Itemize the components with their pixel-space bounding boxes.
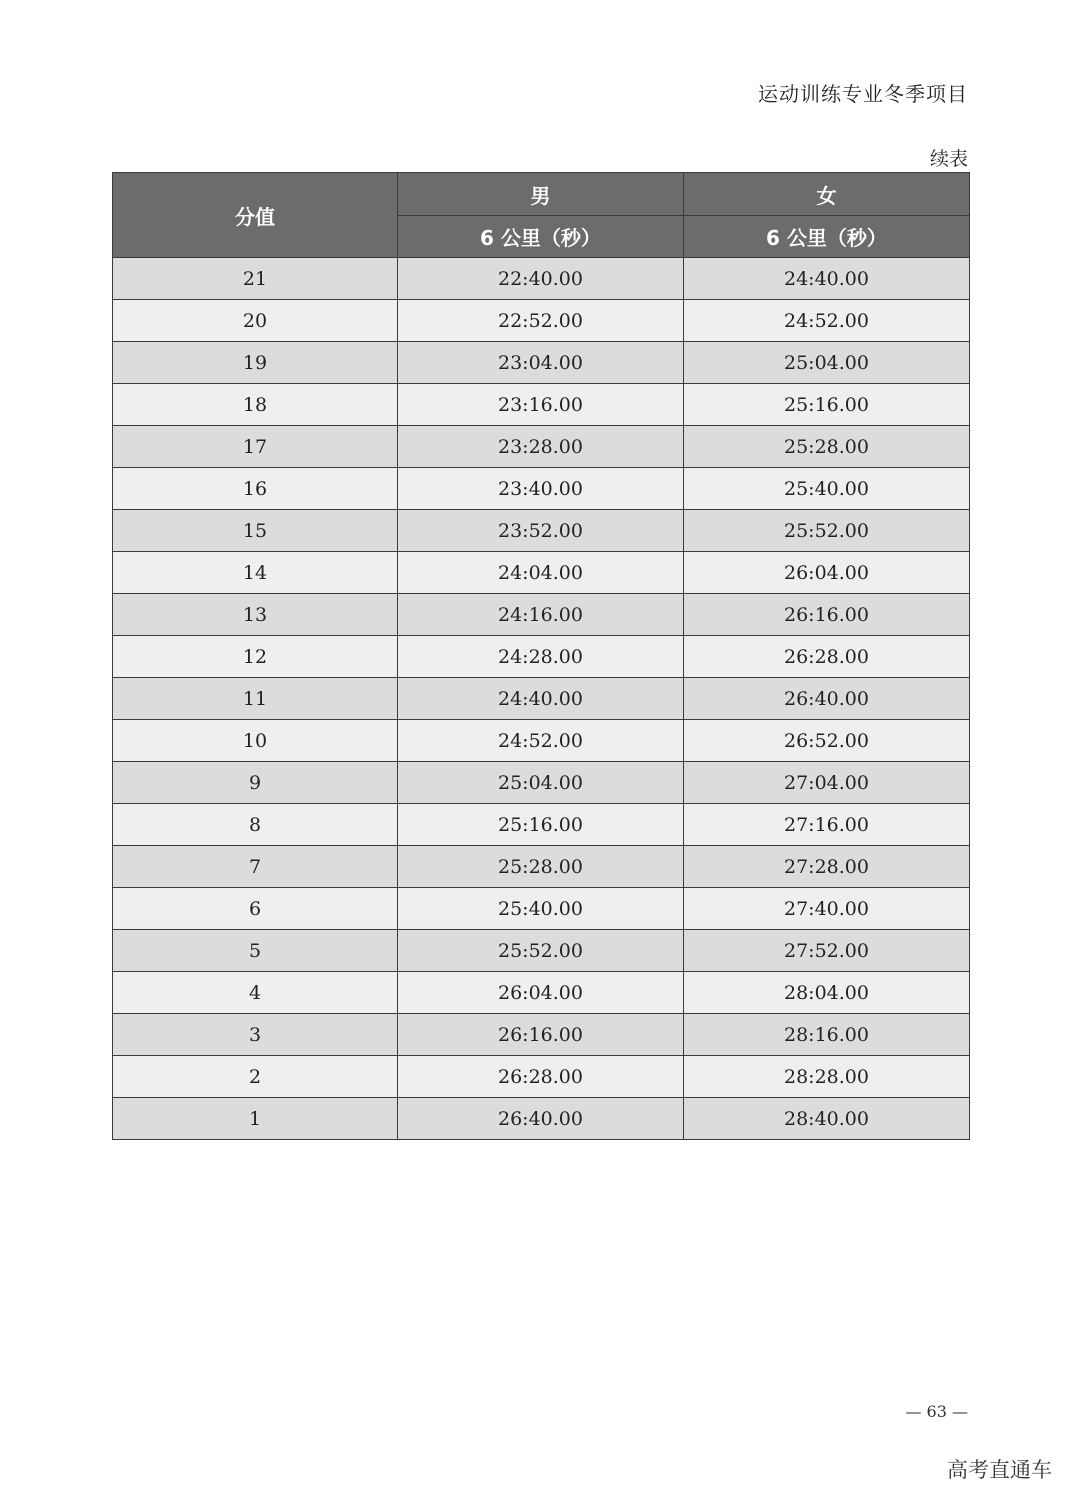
score-cell: 11 <box>113 678 398 720</box>
table-row <box>113 636 970 678</box>
female-time-cell: 28:28.00 <box>684 1056 970 1098</box>
table-row <box>113 552 970 594</box>
table-row <box>113 846 970 888</box>
female-time-cell: 25:40.00 <box>684 468 970 510</box>
male-time-cell: 25:28.00 <box>398 846 684 888</box>
male-time-cell: 23:16.00 <box>398 384 684 426</box>
male-time-cell: 24:16.00 <box>398 594 684 636</box>
male-time-cell: 24:52.00 <box>398 720 684 762</box>
male-time-cell: 23:40.00 <box>398 468 684 510</box>
score-cell: 15 <box>113 510 398 552</box>
male-time-cell: 23:04.00 <box>398 342 684 384</box>
watermark: 高考直通车 <box>947 1458 1052 1482</box>
score-cell: 12 <box>113 636 398 678</box>
female-time-cell: 26:16.00 <box>684 594 970 636</box>
female-time-cell: 26:52.00 <box>684 720 970 762</box>
female-time-cell: 27:16.00 <box>684 804 970 846</box>
female-time-cell: 27:28.00 <box>684 846 970 888</box>
male-time-cell: 23:52.00 <box>398 510 684 552</box>
female-time-cell: 25:52.00 <box>684 510 970 552</box>
female-time-cell: 27:52.00 <box>684 930 970 972</box>
score-cell: 2 <box>113 1056 398 1098</box>
score-cell: 19 <box>113 342 398 384</box>
table-row <box>113 594 970 636</box>
table-row <box>113 510 970 552</box>
female-time-cell: 26:04.00 <box>684 552 970 594</box>
score-cell: 3 <box>113 1014 398 1056</box>
female-time-cell: 28:40.00 <box>684 1098 970 1140</box>
score-cell: 9 <box>113 762 398 804</box>
male-time-cell: 26:16.00 <box>398 1014 684 1056</box>
score-cell: 6 <box>113 888 398 930</box>
table-row <box>113 426 970 468</box>
female-time-cell: 24:40.00 <box>684 258 970 300</box>
table-row <box>113 384 970 426</box>
male-time-cell: 24:28.00 <box>398 636 684 678</box>
page-number: — 63 — <box>905 1402 968 1421</box>
table-row <box>113 762 970 804</box>
table-row <box>113 930 970 972</box>
score-cell: 17 <box>113 426 398 468</box>
male-time-cell: 25:16.00 <box>398 804 684 846</box>
male-time-cell: 25:52.00 <box>398 930 684 972</box>
female-time-cell: 26:28.00 <box>684 636 970 678</box>
score-cell: 8 <box>113 804 398 846</box>
female-time-cell: 25:04.00 <box>684 342 970 384</box>
score-cell: 20 <box>113 300 398 342</box>
male-time-cell: 25:04.00 <box>398 762 684 804</box>
female-time-cell: 27:40.00 <box>684 888 970 930</box>
female-time-cell: 28:16.00 <box>684 1014 970 1056</box>
female-column-header: 女 <box>684 173 970 216</box>
female-time-cell: 25:16.00 <box>684 384 970 426</box>
score-cell: 18 <box>113 384 398 426</box>
female-time-cell: 28:04.00 <box>684 972 970 1014</box>
male-time-cell: 24:40.00 <box>398 678 684 720</box>
table-row <box>113 258 970 300</box>
table-row <box>113 972 970 1014</box>
running-header: 运动训练专业冬季项目 <box>758 82 968 106</box>
table-row <box>113 678 970 720</box>
male-time-cell: 25:40.00 <box>398 888 684 930</box>
table-row <box>113 1014 970 1056</box>
score-cell: 13 <box>113 594 398 636</box>
male-time-cell: 26:04.00 <box>398 972 684 1014</box>
male-time-cell: 22:52.00 <box>398 300 684 342</box>
table-row <box>113 1098 970 1140</box>
score-cell: 7 <box>113 846 398 888</box>
score-cell: 21 <box>113 258 398 300</box>
table-row <box>113 468 970 510</box>
score-column-header: 分值 <box>113 173 398 258</box>
female-event-header: 6 公里（秒） <box>684 216 970 258</box>
table-row <box>113 342 970 384</box>
table-row <box>113 300 970 342</box>
score-cell: 16 <box>113 468 398 510</box>
score-cell: 4 <box>113 972 398 1014</box>
score-cell: 1 <box>113 1098 398 1140</box>
female-time-cell: 26:40.00 <box>684 678 970 720</box>
male-time-cell: 26:28.00 <box>398 1056 684 1098</box>
table-row <box>113 720 970 762</box>
table-header <box>113 173 970 258</box>
score-table <box>112 172 970 1140</box>
table-row <box>113 888 970 930</box>
score-cell: 10 <box>113 720 398 762</box>
female-time-cell: 25:28.00 <box>684 426 970 468</box>
table-row <box>113 1056 970 1098</box>
table-row <box>113 804 970 846</box>
score-cell: 5 <box>113 930 398 972</box>
female-time-cell: 24:52.00 <box>684 300 970 342</box>
male-time-cell: 24:04.00 <box>398 552 684 594</box>
table-body <box>113 258 970 1140</box>
male-event-header: 6 公里（秒） <box>398 216 684 258</box>
male-time-cell: 22:40.00 <box>398 258 684 300</box>
continued-label: 续表 <box>929 148 968 170</box>
male-time-cell: 26:40.00 <box>398 1098 684 1140</box>
male-time-cell: 23:28.00 <box>398 426 684 468</box>
female-time-cell: 27:04.00 <box>684 762 970 804</box>
male-column-header: 男 <box>398 173 684 216</box>
score-cell: 14 <box>113 552 398 594</box>
